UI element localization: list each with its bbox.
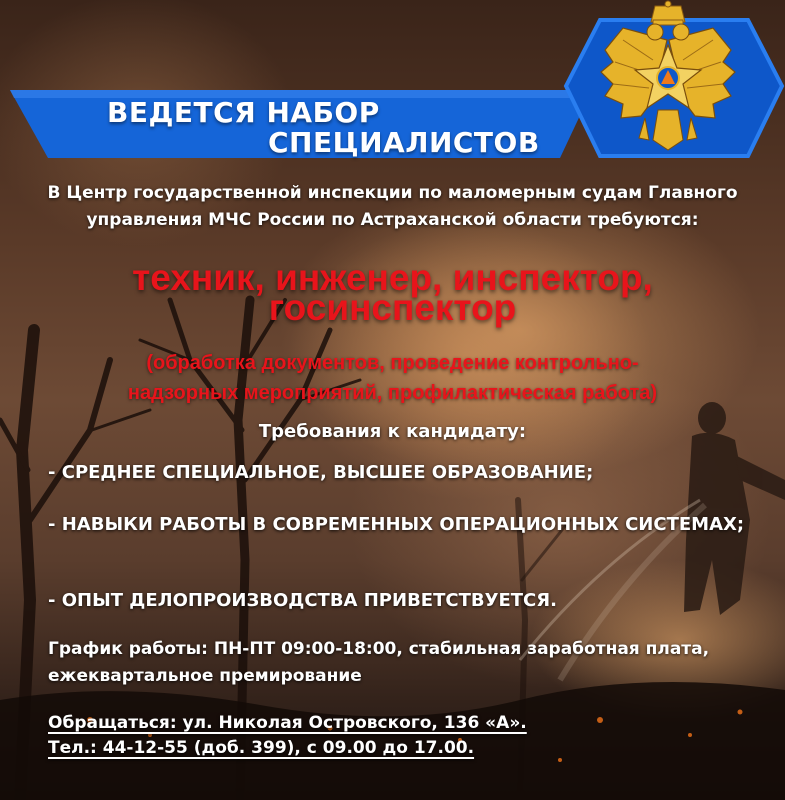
banner-title-line-2: СПЕЦИАЛИСТОВ	[268, 126, 540, 159]
requirement-item: - НАВЫКИ РАБОТЫ В СОВРЕМЕННЫХ ОПЕРАЦИОННЫХ СИСТЕМАХ;	[48, 514, 745, 535]
requirements-heading: Требования к кандидату:	[258, 421, 527, 442]
duties-description	[0, 348, 785, 408]
intro-text: В Центр государственной инспекции по маломерным судам Главного управления МЧС России по Астраханской области требуются:	[47, 183, 738, 230]
requirement-item: - СРЕДНЕЕ СПЕЦИАЛЬНОЕ, ВЫСШЕЕ ОБРАЗОВАНИЕ;	[48, 462, 594, 483]
vacancies-list	[0, 257, 785, 328]
duties-line-1: (обработка документов, проведение контрольно-	[146, 352, 639, 374]
vacancies-line-2: госинспектор	[268, 287, 517, 328]
requirement-item: - ОПЫТ ДЕЛОПРОИЗВОДСТВА ПРИВЕТСТВУЕТСЯ.	[48, 590, 557, 611]
vacancies-line-1: техник, инженер, инспектор,	[132, 257, 653, 298]
contact-phone: Тел.: 44-12-55 (доб. 399), с 09.00 до 17.00.	[48, 738, 475, 758]
banner-title-line-1: ВЕДЕТСЯ НАБОР	[107, 96, 380, 129]
contact-address: Обращаться: ул. Николая Островского, 136 «А».	[48, 713, 527, 733]
mchs-eagle-emblem-icon	[583, 0, 753, 170]
work-schedule: График работы: ПН-ПТ 09:00-18:00, стабильная заработная плата, ежеквартальное премирование	[48, 639, 710, 686]
duties-line-2: надзорных мероприятий, профилактическая работа)	[127, 382, 658, 404]
